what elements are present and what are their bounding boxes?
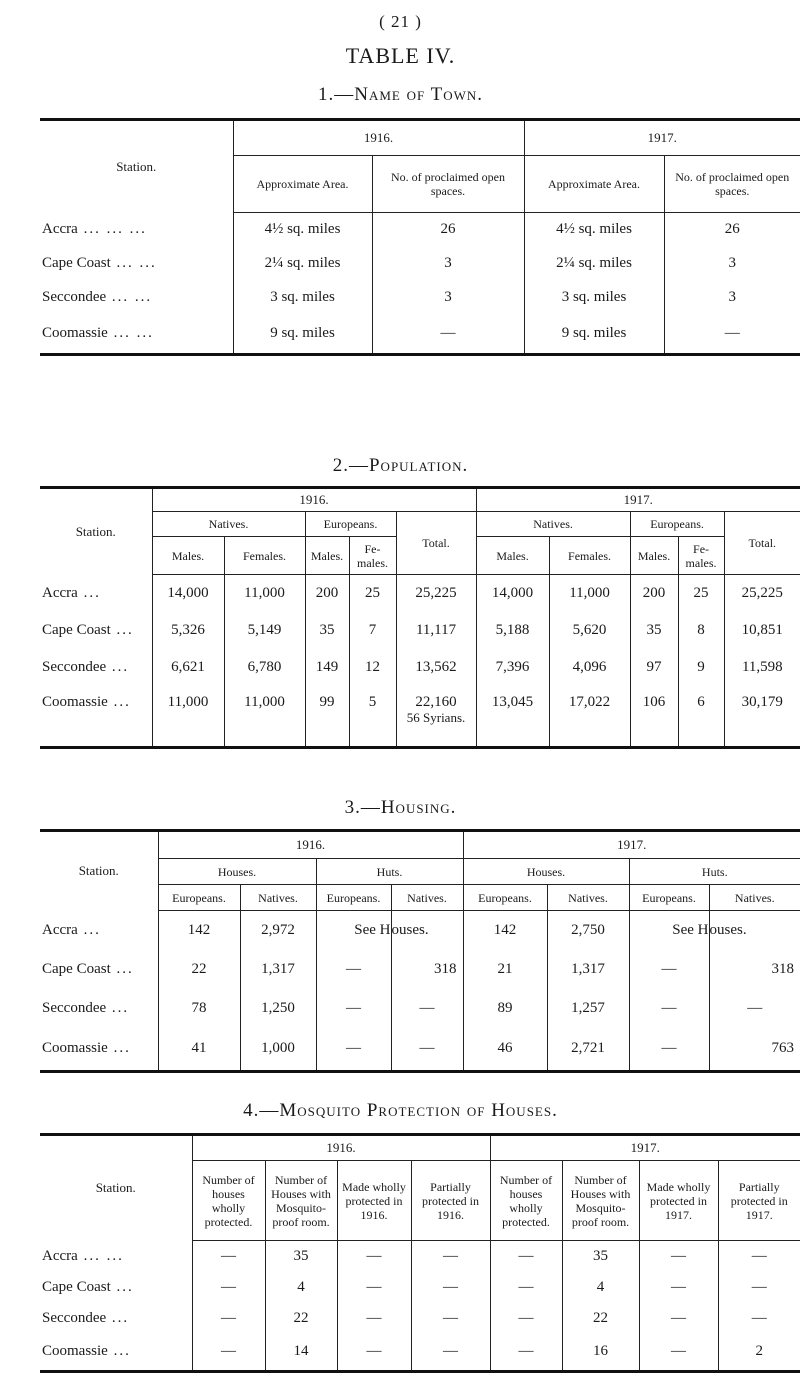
table-row xyxy=(40,612,800,649)
mosquito-proof-room-header: Number of Houses with Mosquito-proof room. xyxy=(265,1161,337,1241)
made-wholly-protected: — xyxy=(639,1334,718,1372)
made-wholly-protected: — xyxy=(639,1272,718,1303)
natives-header: Natives. xyxy=(152,512,305,537)
station-name: Coomassie ... ... xyxy=(42,325,154,341)
native-females: 11,000 xyxy=(224,575,305,612)
partially-protected: — xyxy=(411,1303,490,1334)
total-cell xyxy=(396,686,476,748)
wholly-protected: — xyxy=(490,1303,562,1334)
huts-natives: — xyxy=(709,989,800,1028)
table-row xyxy=(40,1334,800,1372)
made-wholly-protected: — xyxy=(337,1241,411,1272)
table-row xyxy=(40,315,800,355)
section-4-title: 4.—Mosquito Protection of Houses. xyxy=(243,1100,558,1121)
mosquito-proof-room: 14 xyxy=(265,1334,337,1372)
station-header: Station. xyxy=(40,831,158,911)
european-males: 149 xyxy=(305,649,349,686)
open-spaces-value: 3 xyxy=(664,281,800,315)
europeans-header: Europeans. xyxy=(316,885,391,911)
made-wholly-protected: — xyxy=(639,1241,718,1272)
table-row xyxy=(40,1028,800,1072)
houses-europeans: 22 xyxy=(158,950,240,989)
open-spaces-value: 26 xyxy=(664,213,800,247)
wholly-protected: — xyxy=(490,1241,562,1272)
native-females: 11,000 xyxy=(549,575,630,612)
houses-natives: 1,000 xyxy=(240,1028,316,1072)
section-2-title: 2.—Population. xyxy=(332,455,469,476)
year-1916-header: 1916. xyxy=(233,120,524,156)
station-name: Cape Coast ... xyxy=(42,961,134,977)
females-header: Females. xyxy=(224,537,305,575)
males-header: Males. xyxy=(476,537,549,575)
station-name: Coomassie ... xyxy=(42,1040,131,1056)
native-males: 5,188 xyxy=(476,612,549,649)
area-value: 3 sq. miles xyxy=(524,281,664,315)
station-name: Accra ... . xyxy=(42,221,147,237)
european-males: 97 xyxy=(630,649,678,686)
europeans-header: Europeans. xyxy=(630,512,724,537)
males-header: Males. xyxy=(152,537,224,575)
native-males: 7,396 xyxy=(476,649,549,686)
table-row xyxy=(40,1241,800,1272)
natives-header: Natives. xyxy=(240,885,316,911)
table-row xyxy=(40,281,800,315)
open-spaces-value: 3 xyxy=(372,281,524,315)
mosquito-proof-room: 22 xyxy=(562,1303,639,1334)
area-value: 3 sq. miles xyxy=(233,281,372,315)
open-spaces-value: 26 xyxy=(372,213,524,247)
european-males: 200 xyxy=(305,575,349,612)
made-wholly-protected: — xyxy=(337,1272,411,1303)
see-houses-part-b: ouses. xyxy=(709,911,800,950)
mosquito-proof-room: 35 xyxy=(265,1241,337,1272)
native-males: 11,000 xyxy=(152,686,224,748)
total: 25,225 xyxy=(724,575,800,612)
mosquito-proof-room: 4 xyxy=(562,1272,639,1303)
table-row xyxy=(40,247,800,281)
total: 10,851 xyxy=(724,612,800,649)
total: 11,598 xyxy=(724,649,800,686)
station-name: Accra ... xyxy=(42,585,101,601)
partially-protected: — xyxy=(718,1303,800,1334)
year-1916-header: 1916. xyxy=(192,1135,490,1161)
area-value: 4½ sq. miles xyxy=(524,213,664,247)
european-females: 6 xyxy=(678,686,724,748)
partially-protected: — xyxy=(718,1241,800,1272)
total: 11,117 xyxy=(396,612,476,649)
houses-europeans: 41 xyxy=(158,1028,240,1072)
houses-natives: 1,250 xyxy=(240,989,316,1028)
year-1917-header: 1917. xyxy=(490,1135,800,1161)
houses-europeans: 78 xyxy=(158,989,240,1028)
european-males: 99 xyxy=(305,686,349,748)
town-table xyxy=(40,118,800,356)
year-1917-header: 1917. xyxy=(524,120,800,156)
year-1916-header: 1916. xyxy=(152,488,476,512)
station-name: Coomassie ... xyxy=(42,694,131,710)
partially-protected-1917-header: Partially protected in 1917. xyxy=(718,1161,800,1241)
partially-protected: — xyxy=(411,1272,490,1303)
wholly-protected: — xyxy=(490,1272,562,1303)
open-spaces-header: No. of proclaimed open spaces. xyxy=(372,156,524,213)
population-table xyxy=(40,486,800,749)
huts-europeans: — xyxy=(316,950,391,989)
table-row xyxy=(40,950,800,989)
area-value: 4½ sq. miles xyxy=(233,213,372,247)
wholly-protected: — xyxy=(192,1334,265,1372)
males-header: Males. xyxy=(305,537,349,575)
made-wholly-protected-1917-header: Made wholly protected in 1917. xyxy=(639,1161,718,1241)
total: 25,225 xyxy=(396,575,476,612)
see-houses-part-a: See H xyxy=(629,911,709,950)
table-row xyxy=(40,575,800,612)
native-males: 13,045 xyxy=(476,686,549,748)
fe-males-header: Fe- males. xyxy=(349,537,396,575)
see-houses-part-b: ouses. xyxy=(391,911,463,950)
houses-natives: 1,257 xyxy=(547,989,629,1028)
housing-table xyxy=(40,829,800,1073)
made-wholly-protected: — xyxy=(337,1303,411,1334)
houses-natives: 2,972 xyxy=(240,911,316,950)
year-1917-header: 1917. xyxy=(463,831,800,859)
table-row xyxy=(40,1272,800,1303)
houses-natives: 2,750 xyxy=(547,911,629,950)
station-name: Seccondee ... xyxy=(42,1310,129,1326)
native-females: 5,149 xyxy=(224,612,305,649)
native-males: 5,326 xyxy=(152,612,224,649)
total-header: Total. xyxy=(724,512,800,575)
station-name: Seccondee ... ... xyxy=(42,289,152,305)
open-spaces-value: — xyxy=(372,315,524,355)
section-1-title: 1.—Name of Town. xyxy=(317,84,484,105)
station-name: Seccondee ... xyxy=(42,1000,129,1016)
houses-europeans: 46 xyxy=(463,1028,547,1072)
houses-europeans: 89 xyxy=(463,989,547,1028)
females-header: Females. xyxy=(549,537,630,575)
total: 30,179 xyxy=(724,686,800,748)
native-males: 14,000 xyxy=(152,575,224,612)
wholly-protected: — xyxy=(192,1241,265,1272)
area-header: Approximate Area. xyxy=(233,156,372,213)
native-males: 6,621 xyxy=(152,649,224,686)
station-name: Coomassie ... xyxy=(42,1343,131,1359)
page-number: ( 21 ) xyxy=(379,12,422,31)
open-spaces-value: 3 xyxy=(664,247,800,281)
houses-natives: 2,721 xyxy=(547,1028,629,1072)
europeans-header: Europeans. xyxy=(158,885,240,911)
native-females: 17,022 xyxy=(549,686,630,748)
total: 13,562 xyxy=(396,649,476,686)
european-males: 200 xyxy=(630,575,678,612)
huts-europeans: — xyxy=(629,1028,709,1072)
station-header: Station. xyxy=(40,1135,192,1241)
area-header: Approximate Area. xyxy=(524,156,664,213)
station-name: Seccondee ... xyxy=(42,659,129,675)
europeans-header: Europeans. xyxy=(305,512,396,537)
natives-header: Natives. xyxy=(391,885,463,911)
table-row xyxy=(40,1303,800,1334)
houses-europeans: 21 xyxy=(463,950,547,989)
males-header: Males. xyxy=(630,537,678,575)
open-spaces-header: No. of proclaimed open spaces. xyxy=(664,156,800,213)
station-name: Cape Coast ... xyxy=(42,622,134,638)
huts-natives: — xyxy=(391,1028,463,1072)
table-title: TABLE IV. xyxy=(345,43,456,68)
houses-header: Houses. xyxy=(463,859,629,885)
table-row xyxy=(40,213,800,247)
mosquito-proof-room: 35 xyxy=(562,1241,639,1272)
area-value: 9 sq. miles xyxy=(233,315,372,355)
native-females: 11,000 xyxy=(224,686,305,748)
huts-header: Huts. xyxy=(316,859,463,885)
table-row xyxy=(40,686,800,748)
natives-header: Natives. xyxy=(476,512,630,537)
huts-natives: 318 xyxy=(709,950,800,989)
european-males: 35 xyxy=(630,612,678,649)
mosquito-proof-room: 16 xyxy=(562,1334,639,1372)
station-header: Station. xyxy=(40,120,233,213)
huts-europeans: — xyxy=(629,950,709,989)
area-value: 2¼ sq. miles xyxy=(233,247,372,281)
partially-protected: 2 xyxy=(718,1334,800,1372)
houses-natives: 1,317 xyxy=(547,950,629,989)
area-value: 9 sq. miles xyxy=(524,315,664,355)
mosquito-protection-table xyxy=(40,1133,800,1373)
natives-header: Natives. xyxy=(709,885,800,911)
area-value: 2¼ sq. miles xyxy=(524,247,664,281)
made-wholly-protected-1916-header: Made wholly protected in 1916. xyxy=(337,1161,411,1241)
partially-protected: — xyxy=(411,1241,490,1272)
europeans-header: Europeans. xyxy=(629,885,709,911)
station-name: Cape Coast ... xyxy=(42,1279,134,1295)
fe-males-header: Fe- males. xyxy=(678,537,724,575)
table-row xyxy=(40,911,800,950)
wholly-protected: — xyxy=(192,1303,265,1334)
europeans-header: Europeans. xyxy=(463,885,547,911)
section-3-title: 3.—Housing. xyxy=(344,797,457,818)
huts-natives: 763 xyxy=(709,1028,800,1072)
station-name: Cape Coast ... ... xyxy=(42,255,157,271)
houses-europeans: 142 xyxy=(463,911,547,950)
houses-header: Houses. xyxy=(158,859,316,885)
mosquito-proof-room: 4 xyxy=(265,1272,337,1303)
made-wholly-protected: — xyxy=(337,1334,411,1372)
huts-europeans: — xyxy=(316,1028,391,1072)
station-header: Station. xyxy=(40,488,152,575)
station-name: Accra ... xyxy=(42,922,101,938)
partially-protected: — xyxy=(718,1272,800,1303)
wholly-protected-header: Number of houses wholly protected. xyxy=(192,1161,265,1241)
table-row xyxy=(40,649,800,686)
table-row xyxy=(40,989,800,1028)
partially-protected-1916-header: Partially protected in 1916. xyxy=(411,1161,490,1241)
open-spaces-value: 3 xyxy=(372,247,524,281)
huts-natives: 318 xyxy=(391,950,463,989)
year-1917-header: 1917. xyxy=(476,488,800,512)
wholly-protected: — xyxy=(490,1334,562,1372)
partially-protected: — xyxy=(411,1334,490,1372)
native-females: 4,096 xyxy=(549,649,630,686)
year-1916-header: 1916. xyxy=(158,831,463,859)
native-females: 6,780 xyxy=(224,649,305,686)
european-females: 5 xyxy=(349,686,396,748)
huts-europeans: — xyxy=(316,989,391,1028)
houses-europeans: 142 xyxy=(158,911,240,950)
see-houses-part-a: See H xyxy=(316,911,391,950)
huts-header: Huts. xyxy=(629,859,800,885)
syrians-note: 56 Syrians. xyxy=(406,709,466,725)
houses-natives: 1,317 xyxy=(240,950,316,989)
european-males: 35 xyxy=(305,612,349,649)
natives-header: Natives. xyxy=(547,885,629,911)
european-males: 106 xyxy=(630,686,678,748)
huts-europeans: — xyxy=(629,989,709,1028)
made-wholly-protected: — xyxy=(639,1303,718,1334)
european-females: 12 xyxy=(349,649,396,686)
european-females: 25 xyxy=(678,575,724,612)
european-females: 8 xyxy=(678,612,724,649)
wholly-protected: — xyxy=(192,1272,265,1303)
european-females: 9 xyxy=(678,649,724,686)
mosquito-proof-room: 22 xyxy=(265,1303,337,1334)
total: 22,160 xyxy=(415,693,457,710)
total-header: Total. xyxy=(396,512,476,575)
huts-natives: — xyxy=(391,989,463,1028)
station-name: Accra ... ... xyxy=(42,1248,124,1264)
european-females: 25 xyxy=(349,575,396,612)
open-spaces-value: — xyxy=(664,315,800,355)
mosquito-proof-room-header: Number of Houses with Mosquito-proof room. xyxy=(562,1161,639,1241)
european-females: 7 xyxy=(349,612,396,649)
wholly-protected-header: Number of houses wholly protected. xyxy=(490,1161,562,1241)
native-males: 14,000 xyxy=(476,575,549,612)
native-females: 5,620 xyxy=(549,612,630,649)
